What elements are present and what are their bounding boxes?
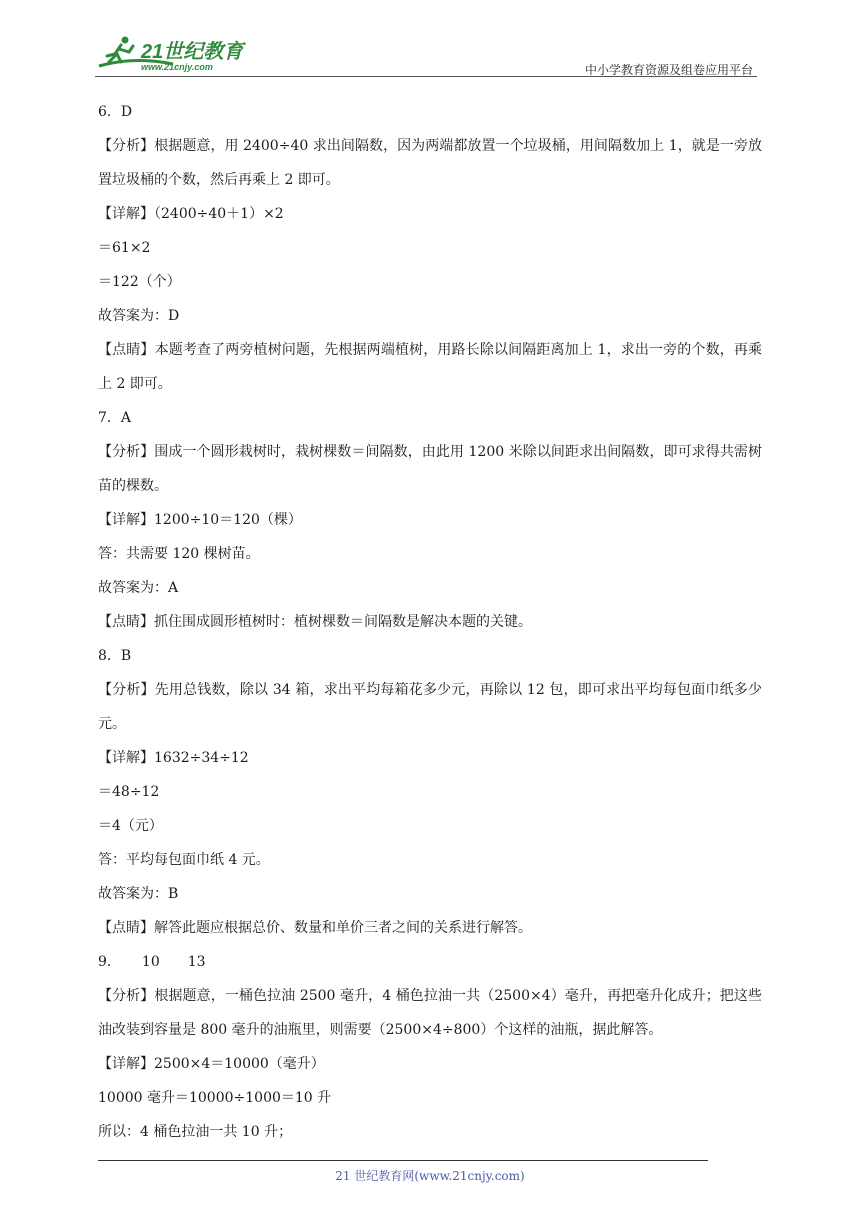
answer-7-title: 7．A <box>98 410 132 426</box>
answer-6-detail: 【详解】（2400÷40＋1）×2 <box>98 206 284 222</box>
header-divider <box>95 76 757 77</box>
answer-6-conclusion: 故答案为：D <box>98 308 180 324</box>
answer-7-reply: 答：共需要 120 棵树苗。 <box>98 546 260 562</box>
page-header <box>95 30 757 78</box>
answer-9-detail: 【详解】2500×4＝10000（毫升） <box>98 1056 325 1072</box>
answer-8-conclusion: 故答案为：B <box>98 886 179 902</box>
answer-6-step-2: ＝122（个） <box>98 274 181 290</box>
footer-text[interactable]: 21 世纪教育网(www.21cnjy.com) <box>335 1169 525 1183</box>
answer-9-analysis: 【分析】根据题意，一桶色拉油 2500 毫升，4 桶色拉油一共（2500×4）毫升，再把毫升化成升；把这些油改装到容量是 800 毫升的油瓶里，则需要（2500×4÷800）个这样的油瓶，据此解答。 <box>98 988 762 1038</box>
answer-9-step-1: 10000 毫升＝10000÷1000＝10 升 <box>98 1090 332 1106</box>
answer-content <box>98 102 762 1142</box>
answer-6-step-1: ＝61×2 <box>98 240 151 256</box>
answer-7-analysis: 【分析】围成一个圆形栽树时，栽树棵数＝间隔数，由此用 1200 米除以间距求出间隔数，即可求得共需树苗的棵数。 <box>98 444 762 494</box>
answer-6-analysis: 【分析】根据题意，用 2400÷40 求出间隔数，因为两端都放置一个垃圾桶，用间隔数加上 1，就是一旁放置垃圾桶的个数，然后再乘上 2 即可。 <box>98 138 762 188</box>
answer-7-key-point: 【点睛】抓住围成圆形植树时：植树棵数＝间隔数是解决本题的关键。 <box>98 614 532 630</box>
answer-8-reply: 答：平均每包面巾纸 4 元。 <box>98 852 270 868</box>
answer-6-title: 6．D <box>98 104 133 120</box>
header-platform-text: 中小学教育资源及组卷应用平台 <box>584 63 753 77</box>
answer-8-step-1: ＝48÷12 <box>98 784 160 800</box>
answer-7-detail: 【详解】1200÷10＝120（棵） <box>98 512 302 528</box>
answer-8-detail: 【详解】1632÷34÷12 <box>98 750 249 766</box>
footer-divider <box>98 1160 708 1161</box>
answer-8-step-2: ＝4（元） <box>98 818 163 834</box>
answer-9-step-2: 所以：4 桶色拉油一共 10 升； <box>98 1124 293 1140</box>
logo-url: www.21cnjy.com <box>141 62 213 72</box>
answer-8-analysis: 【分析】先用总钱数，除以 34 箱，求出平均每箱花多少元，再除以 12 包，即可求出平均每包面巾纸多少元。 <box>98 682 762 732</box>
answer-9-title: 9． 10 13 <box>98 954 206 970</box>
answer-6-key-point: 【点睛】本题考查了两旁植树问题，先根据两端植树，用路长除以间隔距离加上 1，求出一旁的个数，再乘上 2 即可。 <box>98 342 762 392</box>
answer-8-title: 8．B <box>98 648 132 664</box>
logo-title: 21世纪教育 <box>141 41 244 63</box>
answer-8-key-point: 【点睛】解答此题应根据总价、数量和单价三者之间的关系进行解答。 <box>98 920 532 936</box>
answer-7-conclusion: 故答案为：A <box>98 580 179 596</box>
site-logo <box>95 34 265 74</box>
